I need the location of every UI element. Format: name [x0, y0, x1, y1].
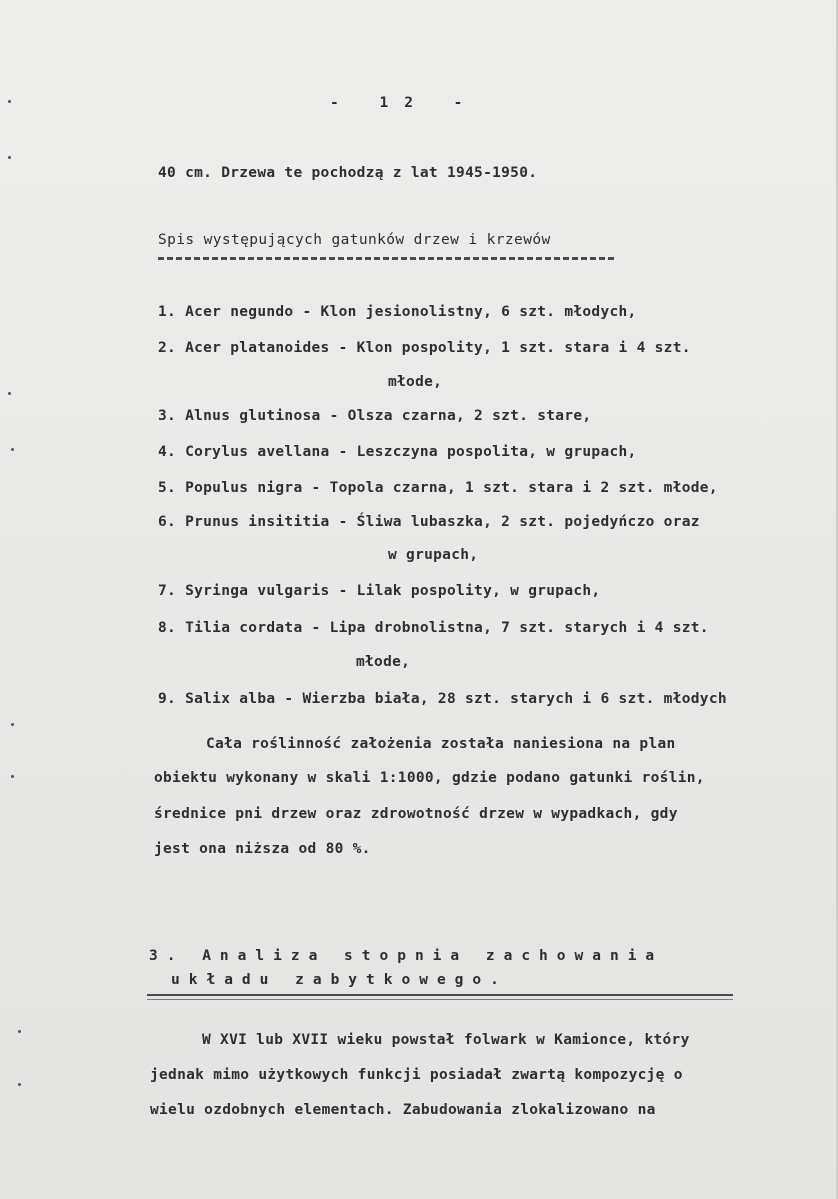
paragraph-line: jest ona niższa od 80 %.: [154, 841, 371, 857]
paragraph-line: W XVI lub XVII wieku powstał folwark w Kamionce, który: [202, 1032, 690, 1048]
page-number: - 12 -: [330, 95, 479, 111]
species-item: 2. Acer platanoides - Klon pospolity, 1 szt. stara i 4 szt.: [158, 340, 691, 356]
paragraph-line: Cała roślinność założenia została naniesiona na plan: [206, 736, 676, 752]
species-item: 7. Syringa vulgaris - Lilak pospolity, w grupach,: [158, 583, 601, 599]
species-item: 4. Corylus avellana - Leszczyna pospolita, w grupach,: [158, 444, 637, 460]
intro-line: 40 cm. Drzewa te pochodzą z lat 1945-1950.: [158, 165, 538, 181]
section-heading-underline: [147, 994, 733, 996]
species-item: 8. Tilia cordata - Lipa drobnolistna, 7 szt. starych i 4 szt.: [158, 620, 709, 636]
section-heading: układu zabytkowego.: [171, 972, 508, 988]
margin-dot: [18, 1030, 21, 1033]
paragraph-line: jednak mimo użytkowych funkcji posiadał zwartą kompozycję o: [150, 1067, 683, 1083]
section-heading-underline: [147, 999, 733, 1000]
margin-dot: [11, 723, 14, 726]
species-item: 6. Prunus insititia - Śliwa lubaszka, 2 szt. pojedyńczo oraz: [158, 514, 700, 530]
species-item: 3. Alnus glutinosa - Olsza czarna, 2 szt. stare,: [158, 408, 592, 424]
species-item: 9. Salix alba - Wierzba biała, 28 szt. starych i 6 szt. młodych: [158, 691, 727, 707]
paragraph-line: wielu ozdobnych elementach. Zabudowania zlokalizowano na: [150, 1102, 656, 1118]
section-heading: 3. Analiza stopnia zachowania: [149, 948, 664, 964]
margin-dot: [8, 156, 11, 159]
species-item-cont: młode,: [356, 654, 411, 670]
margin-dot: [8, 392, 11, 395]
margin-dot: [11, 775, 14, 778]
species-heading: Spis występujących gatunków drzew i krzewów: [158, 232, 551, 248]
margin-dot: [8, 100, 11, 103]
paragraph-line: obiektu wykonany w skali 1:1000, gdzie podano gatunki roślin,: [154, 770, 705, 786]
paragraph-line: średnice pni drzew oraz zdrowotność drzew w wypadkach, gdy: [154, 806, 678, 822]
species-item-cont: w grupach,: [388, 547, 479, 563]
species-item: 5. Populus nigra - Topola czarna, 1 szt. stara i 2 szt. młode,: [158, 480, 718, 496]
species-item: 1. Acer negundo - Klon jesionolistny, 6 szt. młodych,: [158, 304, 637, 320]
species-item-cont: młode,: [388, 374, 443, 390]
margin-dot: [18, 1083, 21, 1086]
margin-dot: [11, 448, 14, 451]
species-heading-underline: [158, 257, 614, 260]
